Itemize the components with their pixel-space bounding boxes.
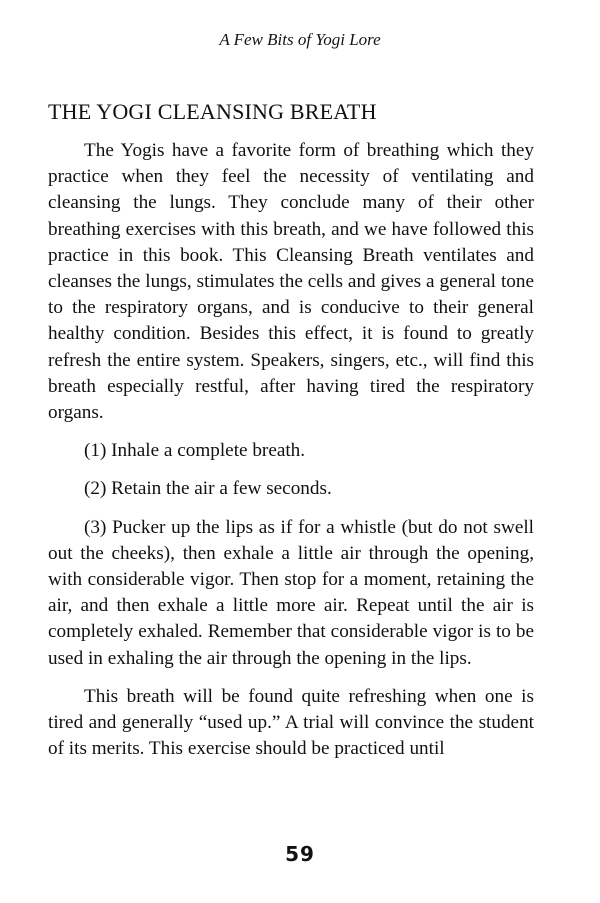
body-text [48,138,534,774]
paragraph-step-2: (2) Retain the air a few seconds. [84,478,332,500]
paragraph-intro: The Yogis have a favorite form of breathing which they practice when they feel the necessity of ventilating and cleansing the lungs. They conclude many of their other breathing exercises with this breath, and we have followed this practice in this book. This Cleansing Breath ventilates and cleanses the lungs, stimulates the cells and gives a general tone to the respiratory organs, and is conducive to their general healthy condition. Besides this effect, it is found to greatly refresh the entire system. Speakers, singers, etc., will find this breath especially restful, after having tired the respiratory organs. [48,140,534,424]
section-heading: THE YOGI CLEANSING BREATH [48,99,377,124]
paragraph-closing: This breath will be found quite refreshing when one is tired and generally “used up.” A trial will convince the student of its merits. This exercise should be practiced until [48,685,534,760]
paragraph-step-3: (3) Pucker up the lips as if for a whistle (but do not swell out the cheeks), then exhale a little air through the opening, with considerable vigor. Then stop for a moment, retaining the air, and then exhale a little more air. Repeat until the air is completely exhaled. Remember that considerable vigor is to be used in exhaling the air through the opening in the lips. [48,516,534,669]
page-number: 59 [285,842,315,866]
paragraph-step-1: (1) Inhale a complete breath. [84,440,306,462]
running-header: A Few Bits of Yogi Lore [219,30,381,49]
